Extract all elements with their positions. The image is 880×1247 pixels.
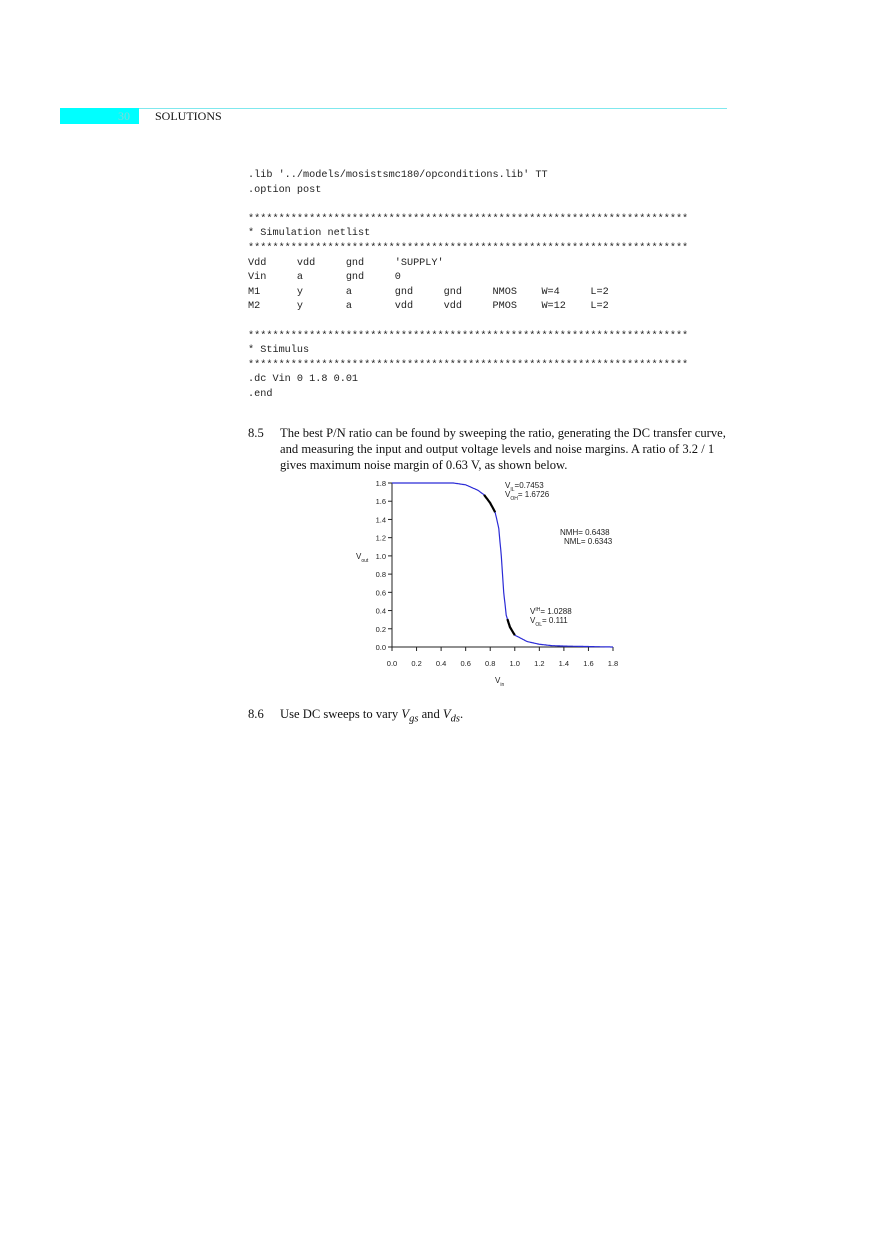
vol-annotation: $V_{OL}= 0.111$ [530, 616, 568, 628]
x-tick-label: 1.8 [607, 659, 619, 668]
y-tick-label: 1.0 [375, 551, 386, 561]
y-tick-label: 1.4 [375, 515, 386, 525]
x-tick-label: 1.0 [509, 659, 520, 668]
y-tick-label: 0.6 [375, 588, 386, 598]
y-tick-label: 0.4 [375, 606, 386, 616]
x-tick-label: 0.2 [411, 659, 422, 668]
netlist-line: .option post [248, 184, 322, 196]
vout-curve [392, 483, 613, 647]
netlist-line: .end [248, 388, 273, 400]
netlist-line: M1 y a gnd gnd NMOS W=4 L=2 [248, 286, 609, 298]
x-tick-label: 1.2 [534, 659, 545, 668]
netlist-line: ************************************************************************ [248, 359, 689, 371]
spice-netlist [248, 169, 688, 403]
item-number: 8.6 [248, 707, 264, 721]
y-tick-label: 0.8 [375, 570, 386, 580]
netlist-line: ************************************************************************ [248, 242, 689, 254]
x-tick-label: 0.0 [386, 659, 398, 668]
header-rule [139, 108, 727, 109]
x-tick-label: 0.6 [460, 659, 471, 668]
netlist-line: ************************************************************************ [248, 213, 689, 225]
netlist-line: .lib '../models/mosistsmc180/opconditions.lib' TT [248, 170, 548, 181]
x-tick-label: 1.4 [558, 659, 570, 668]
vih-annotation: $V^{IH}= 1.0288$ [530, 607, 572, 616]
y-tick-label: 0.2 [375, 624, 386, 634]
y-tick-label: 0.0 [375, 643, 386, 652]
x-tick-label: 0.4 [435, 659, 447, 668]
x-tick-label: 0.8 [485, 659, 496, 668]
item-number: 8.5 [248, 426, 264, 440]
netlist-line: Vin a gnd 0 [248, 272, 401, 284]
x-axis-label: $V_{in}$ [495, 676, 505, 688]
netlist-line: * Stimulus [248, 345, 310, 357]
page-number: 30 [118, 109, 130, 123]
netlist-line: * Simulation netlist [248, 228, 371, 240]
annotations [356, 481, 613, 688]
nml-annotation: NML= 0.6343 [564, 537, 613, 546]
vil-annotation: $V_{IL}=0.7453$ [505, 481, 544, 493]
netlist-line: ************************************************************************ [248, 330, 689, 342]
netlist-line: .dc Vin 0 1.8 0.01 [248, 374, 359, 386]
netlist-line: M2 y a vdd vdd PMOS W=12 L=2 [248, 301, 609, 313]
y-tick-label: 1.6 [375, 497, 386, 507]
y-tick-label: 1.8 [375, 479, 386, 488]
unity-gain-segment [507, 619, 514, 635]
item-text: The best P/N ratio can be found by sweeping the ratio, generating the DC transfer curve, and measuring the input and output voltage levels and noise margins. A ratio of 3.2 / 1 gives maximum noise margin of 0.63 V, as shown below. [280, 426, 726, 472]
item-8-5 [248, 425, 728, 473]
x-tick-label: 1.6 [583, 659, 594, 668]
dc-transfer-chart [340, 475, 640, 695]
item-8-6 [248, 706, 728, 728]
nmh-annotation: NMH= 0.6438 [560, 528, 610, 537]
item-text: Use DC sweeps to vary $V_{gs}$ and $V_{ds}$. [280, 707, 464, 725]
voh-annotation: $V_{OH}= 1.6726$ [505, 490, 550, 502]
y-axis-label: $V_{out}$ [356, 552, 369, 564]
unity-gain-segment [484, 495, 495, 512]
section-title: SOLUTIONS [155, 109, 222, 123]
netlist-line: Vdd vdd gnd 'SUPPLY' [248, 257, 444, 269]
y-tick-label: 1.2 [375, 533, 386, 543]
